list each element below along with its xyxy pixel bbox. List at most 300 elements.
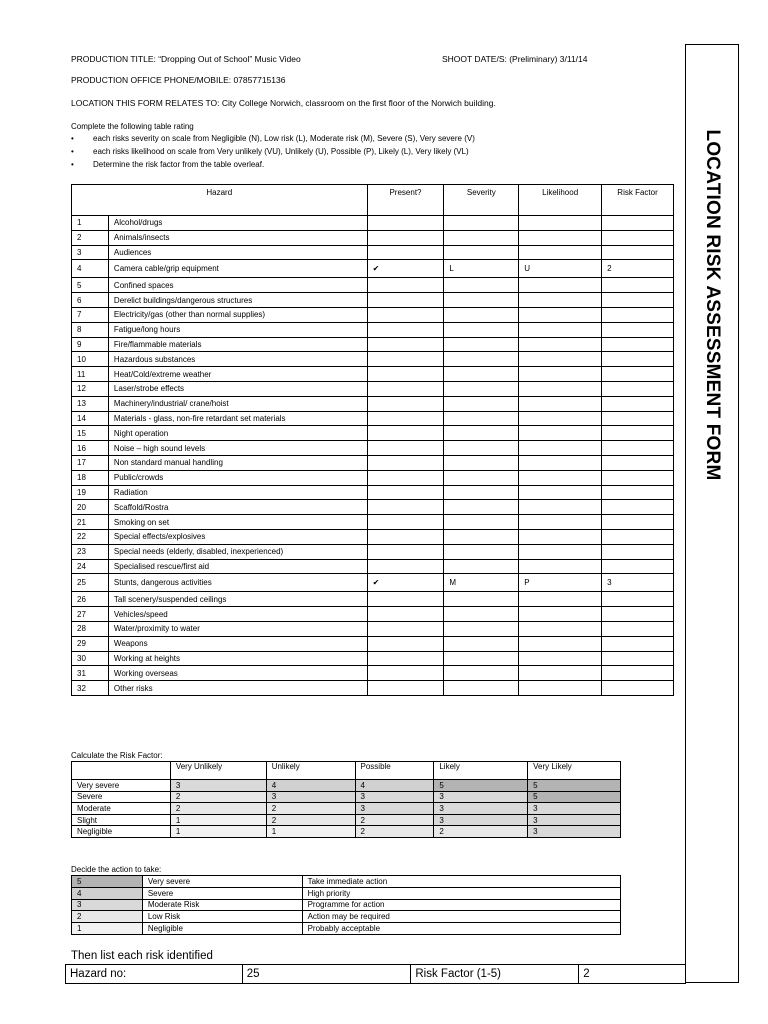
hazard-number: 1 [72,216,109,231]
hazard-name: Alcohol/drugs [108,216,367,231]
hazard-table-header [72,185,674,216]
hazard-row [72,260,674,278]
severity-cell[interactable] [444,441,519,456]
action-text: High priority [302,887,620,899]
likelihood-cell[interactable] [519,352,602,367]
severity-row-label: Moderate [72,803,171,815]
likelihood-cell[interactable] [519,636,602,651]
risk-matrix-table [71,761,621,838]
hazard-number: 19 [72,485,109,500]
hazard-row [72,500,674,515]
severity-cell[interactable] [444,245,519,260]
hazard-name: Water/proximity to water [108,621,367,636]
hazard-row [72,278,674,293]
hazard-row [72,307,674,322]
likelihood-cell[interactable]: U [519,260,602,278]
present-cell[interactable]: ✔ [367,260,444,278]
hazard-number: 32 [72,681,109,696]
present-cell[interactable] [367,544,444,559]
present-cell[interactable] [367,681,444,696]
hazard-number: 24 [72,559,109,574]
hazard-number: 16 [72,441,109,456]
instruction-bullet: • [71,160,74,169]
office-phone: PRODUCTION OFFICE PHONE/MOBILE: 07857715136 [71,75,286,85]
hazard-number: 21 [72,515,109,530]
hazard-name: Confined spaces [108,278,367,293]
severity-cell[interactable] [444,681,519,696]
hazard-row [72,396,674,411]
hazard-name: Animals/insects [108,230,367,245]
severity-cell[interactable] [444,216,519,231]
risk-factor-cell[interactable] [602,293,674,308]
severity-row-label: Very severe [72,780,171,792]
hazard-row [72,607,674,622]
risk-factor-cell[interactable] [602,322,674,337]
matrix-cell: 5 [434,780,528,792]
severity-cell[interactable] [444,607,519,622]
hazard-name: Vehicles/speed [108,607,367,622]
present-cell[interactable] [367,529,444,544]
form-title: LOCATION RISK ASSESSMENT FORM [702,129,723,481]
hazard-row [72,322,674,337]
action-text: Action may be required [302,911,620,923]
matrix-cell: 1 [266,826,355,838]
severity-cell[interactable] [444,592,519,607]
matrix-cell: 3 [434,814,528,826]
severity-cell[interactable] [444,621,519,636]
present-cell[interactable] [367,455,444,470]
present-cell[interactable] [367,651,444,666]
present-cell[interactable]: ✔ [367,574,444,592]
likelihood-cell[interactable] [519,337,602,352]
likelihood-cell[interactable] [519,307,602,322]
risk-factor-cell[interactable] [602,681,674,696]
present-cell[interactable] [367,322,444,337]
action-text: Take immediate action [302,876,620,888]
risk-factor-cell[interactable] [602,470,674,485]
risk-factor-cell[interactable] [602,455,674,470]
hazard-name: Derelict buildings/dangerous structures [108,293,367,308]
present-cell[interactable] [367,485,444,500]
hazard-number: 29 [72,636,109,651]
hazard-row [72,636,674,651]
hazard-number: 18 [72,470,109,485]
severity-cell[interactable] [444,307,519,322]
present-cell[interactable] [367,307,444,322]
severity-cell[interactable] [444,230,519,245]
likelihood-cell[interactable] [519,621,602,636]
likelihood-cell[interactable] [519,470,602,485]
matrix-cell: 2 [266,803,355,815]
likelihood-cell[interactable] [519,651,602,666]
matrix-cell: 2 [355,814,434,826]
risk-factor-label: Risk Factor (1-5) [411,965,579,984]
present-cell[interactable] [367,500,444,515]
likelihood-cell[interactable] [519,381,602,396]
instruction-bullet: • [71,147,74,156]
likelihood-cell[interactable] [519,230,602,245]
severity-cell[interactable] [444,396,519,411]
hazard-row [72,230,674,245]
risk-factor-cell[interactable] [602,666,674,681]
risk-factor-cell[interactable] [602,651,674,666]
present-cell[interactable] [367,607,444,622]
likelihood-cell[interactable] [519,515,602,530]
risk-factor-cell[interactable] [602,216,674,231]
hazard-name: Materials - glass, non-fire retardant set materials [108,411,367,426]
likelihood-cell[interactable]: P [519,574,602,592]
risk-factor-cell[interactable] [602,441,674,456]
matrix-cell: 2 [170,803,266,815]
matrix-cell: 3 [355,803,434,815]
hazard-name: Stunts, dangerous activities [108,574,367,592]
present-cell[interactable] [367,230,444,245]
hazard-row [72,621,674,636]
hazard-row [72,293,674,308]
action-label: Low Risk [142,911,302,923]
hazard-name: Working overseas [108,666,367,681]
hazard-number: 27 [72,607,109,622]
present-cell[interactable] [367,592,444,607]
severity-cell[interactable] [444,381,519,396]
likelihood-cell[interactable] [519,322,602,337]
risk-factor-cell[interactable] [602,636,674,651]
present-cell[interactable] [367,337,444,352]
hazard-name: Electricity/gas (other than normal supplies) [108,307,367,322]
matrix-cell: 1 [170,814,266,826]
hazard-row [72,455,674,470]
severity-cell[interactable]: M [444,574,519,592]
hazard-row [72,485,674,500]
risk-factor-cell[interactable] [602,411,674,426]
likelihood-cell[interactable] [519,245,602,260]
matrix-row [72,803,621,815]
hazard-name: Special needs (elderly, disabled, inexperienced) [108,544,367,559]
hazard-name: Hazardous substances [108,352,367,367]
severity-cell[interactable] [444,651,519,666]
likelihood-cell[interactable] [519,559,602,574]
risk-factor-cell[interactable] [602,559,674,574]
likelihood-cell[interactable] [519,455,602,470]
hazard-table [71,184,674,696]
severity-cell[interactable] [444,544,519,559]
instruction-determine: Determine the risk factor from the table overleaf. [93,160,265,169]
hazard-number: 15 [72,426,109,441]
present-cell[interactable] [367,441,444,456]
severity-cell[interactable] [444,529,519,544]
severity-row-label: Severe [72,791,171,803]
action-label: Moderate Risk [142,899,302,911]
risk-factor-cell[interactable] [602,426,674,441]
likelihood-cell[interactable] [519,666,602,681]
likelihood-cell[interactable] [519,441,602,456]
risk-factor-cell[interactable] [602,529,674,544]
likelihood-cell[interactable] [519,529,602,544]
likelihood-column-header: Possible [355,762,434,780]
hazard-name: Specialised rescue/first aid [108,559,367,574]
matrix-cell: 3 [266,791,355,803]
present-cell[interactable] [367,515,444,530]
matrix-row [72,826,621,838]
hazard-name: Smoking on set [108,515,367,530]
present-cell[interactable] [367,293,444,308]
risk-factor-value[interactable]: 2 [579,965,686,984]
instruction-bullet: • [71,134,74,143]
action-table [71,875,621,935]
action-row [72,899,621,911]
present-cell[interactable] [367,278,444,293]
present-cell[interactable] [367,559,444,574]
matrix-cell: 5 [528,791,621,803]
likelihood-cell[interactable] [519,396,602,411]
hazard-row [72,666,674,681]
hazard-number: 3 [72,245,109,260]
severity-cell[interactable] [444,322,519,337]
hazard-row [72,651,674,666]
hazard-name: Tall scenery/suspended ceilings [108,592,367,607]
present-header: Present? [367,185,444,216]
hazard-row [72,426,674,441]
risk-factor-cell[interactable] [602,367,674,382]
present-cell[interactable] [367,381,444,396]
risk-factor-cell[interactable] [602,307,674,322]
instructions-intro: Complete the following table rating [71,122,194,131]
hazard-number: 23 [72,544,109,559]
likelihood-column-header: Very Likely [528,762,621,780]
hazard-number: 22 [72,529,109,544]
hazard-number: 31 [72,666,109,681]
hazard-row [72,515,674,530]
hazard-number: 11 [72,367,109,382]
risk-factor-cell[interactable] [602,278,674,293]
action-label: Very severe [142,876,302,888]
severity-cell[interactable] [444,426,519,441]
present-cell[interactable] [367,666,444,681]
hazard-row [72,592,674,607]
matrix-cell: 4 [266,780,355,792]
matrix-row [72,780,621,792]
action-row [72,876,621,888]
likelihood-cell[interactable] [519,293,602,308]
matrix-cell: 2 [355,826,434,838]
hazard-row [72,337,674,352]
hazard-row [72,681,674,696]
hazard-header: Hazard [72,185,368,216]
matrix-row [72,791,621,803]
risk-list-title: Then list each risk identified [71,950,213,962]
risk-factor-cell[interactable] [602,544,674,559]
hazard-number: 6 [72,293,109,308]
action-text: Programme for action [302,899,620,911]
hazard-row [72,381,674,396]
action-label: Negligible [142,923,302,935]
present-cell[interactable] [367,470,444,485]
likelihood-cell[interactable] [519,411,602,426]
risk-factor-cell[interactable] [602,607,674,622]
hazard-name: Camera cable/grip equipment [108,260,367,278]
action-level: 4 [72,887,143,899]
severity-cell[interactable] [444,411,519,426]
hazard-name: Scaffold/Rostra [108,500,367,515]
severity-cell[interactable] [444,293,519,308]
matrix-cell: 1 [170,826,266,838]
severity-cell[interactable] [444,666,519,681]
hazard-number: 12 [72,381,109,396]
hazard-row [72,544,674,559]
severity-cell[interactable] [444,485,519,500]
risk-factor-cell[interactable] [602,352,674,367]
hazard-no-value[interactable]: 25 [242,965,411,984]
severity-cell[interactable] [444,352,519,367]
severity-cell[interactable] [444,470,519,485]
hazard-number: 14 [72,411,109,426]
hazard-number: 13 [72,396,109,411]
severity-cell[interactable] [444,367,519,382]
hazard-row [72,529,674,544]
risk-factor-cell[interactable] [602,515,674,530]
present-cell[interactable] [367,216,444,231]
hazard-name: Special effects/explosives [108,529,367,544]
severity-cell[interactable] [444,455,519,470]
hazard-number: 20 [72,500,109,515]
hazard-name: Machinery/industrial/ crane/hoist [108,396,367,411]
action-text: Probably acceptable [302,923,620,935]
likelihood-cell[interactable] [519,426,602,441]
likelihood-cell[interactable] [519,681,602,696]
instruction-severity: each risks severity on scale from Negligible (N), Low risk (L), Moderate risk (M), Severe (S), Very severe (V) [93,134,475,143]
matrix-cell: 2 [434,826,528,838]
risk-factor-cell[interactable]: 2 [602,260,674,278]
matrix-cell: 3 [528,826,621,838]
likelihood-column-header: Likely [434,762,528,780]
present-cell[interactable] [367,636,444,651]
likelihood-cell[interactable] [519,278,602,293]
hazard-row [72,245,674,260]
action-level: 3 [72,899,143,911]
action-level: 5 [72,876,143,888]
hazard-name: Heat/Cold/extreme weather [108,367,367,382]
hazard-number: 25 [72,574,109,592]
risk-factor-cell[interactable] [602,381,674,396]
severity-cell[interactable] [444,278,519,293]
matrix-cell: 3 [434,791,528,803]
severity-cell[interactable] [444,515,519,530]
severity-cell[interactable] [444,500,519,515]
hazard-name: Non standard manual handling [108,455,367,470]
hazard-name: Audiences [108,245,367,260]
hazard-row [72,352,674,367]
risk-factor-cell[interactable]: 3 [602,574,674,592]
instruction-likelihood: each risks likelihood on scale from Very unlikely (VU), Unlikely (U), Possible (P), Likely (L), Very likely (VL) [93,147,469,156]
risk-factor-cell[interactable] [602,485,674,500]
matrix-cell: 2 [170,791,266,803]
risk-factor-cell[interactable] [602,396,674,411]
matrix-cell: 3 [528,814,621,826]
hazard-no-label: Hazard no: [66,965,243,984]
severity-header: Severity [444,185,519,216]
action-row [72,923,621,935]
likelihood-cell[interactable] [519,367,602,382]
matrix-header-row [72,762,621,780]
hazard-row [72,411,674,426]
matrix-cell: 2 [266,814,355,826]
hazard-number: 4 [72,260,109,278]
severity-cell[interactable] [444,337,519,352]
likelihood-cell[interactable] [519,485,602,500]
hazard-name: Night operation [108,426,367,441]
hazard-number: 5 [72,278,109,293]
matrix-cell: 4 [355,780,434,792]
hazard-name: Other risks [108,681,367,696]
likelihood-cell[interactable] [519,592,602,607]
severity-cell[interactable]: L [444,260,519,278]
likelihood-cell[interactable] [519,500,602,515]
present-cell[interactable] [367,426,444,441]
hazard-name: Radiation [108,485,367,500]
present-cell[interactable] [367,352,444,367]
hazard-number: 8 [72,322,109,337]
hazard-number: 28 [72,621,109,636]
production-title: PRODUCTION TITLE: “Dropping Out of School” Music Video [71,54,301,64]
hazard-number: 17 [72,455,109,470]
risk-factor-cell[interactable] [602,621,674,636]
hazard-name: Laser/strobe effects [108,381,367,396]
present-cell[interactable] [367,411,444,426]
severity-row-label: Negligible [72,826,171,838]
present-cell[interactable] [367,367,444,382]
risk-list-row [66,965,686,984]
matrix-cell: 5 [528,780,621,792]
risk-factor-cell[interactable] [602,230,674,245]
risk-factor-cell[interactable] [602,500,674,515]
action-title: Decide the action to take: [71,865,162,874]
likelihood-column-header: Very Unlikely [170,762,266,780]
matrix-cell: 3 [170,780,266,792]
risk-factor-cell[interactable] [602,337,674,352]
hazard-row [72,441,674,456]
hazard-row [72,216,674,231]
hazard-number: 30 [72,651,109,666]
present-cell[interactable] [367,621,444,636]
hazard-name: Noise – high sound levels [108,441,367,456]
likelihood-cell[interactable] [519,544,602,559]
shoot-dates: SHOOT DATE/S: (Preliminary) 3/11/14 [442,54,588,64]
matrix-title: Calculate the Risk Factor: [71,751,163,760]
action-level: 2 [72,911,143,923]
likelihood-cell[interactable] [519,216,602,231]
hazard-number: 2 [72,230,109,245]
severity-cell[interactable] [444,559,519,574]
matrix-row [72,814,621,826]
matrix-corner [72,762,171,780]
hazard-name: Weapons [108,636,367,651]
risk-factor-cell[interactable] [602,245,674,260]
severity-row-label: Slight [72,814,171,826]
severity-cell[interactable] [444,636,519,651]
present-cell[interactable] [367,396,444,411]
hazard-name: Public/crowds [108,470,367,485]
hazard-row [72,559,674,574]
likelihood-column-header: Unlikely [266,762,355,780]
present-cell[interactable] [367,245,444,260]
action-row [72,911,621,923]
hazard-row [72,367,674,382]
risk-factor-cell[interactable] [602,592,674,607]
matrix-cell: 3 [528,803,621,815]
likelihood-header: Likelihood [519,185,602,216]
action-row [72,887,621,899]
likelihood-cell[interactable] [519,607,602,622]
